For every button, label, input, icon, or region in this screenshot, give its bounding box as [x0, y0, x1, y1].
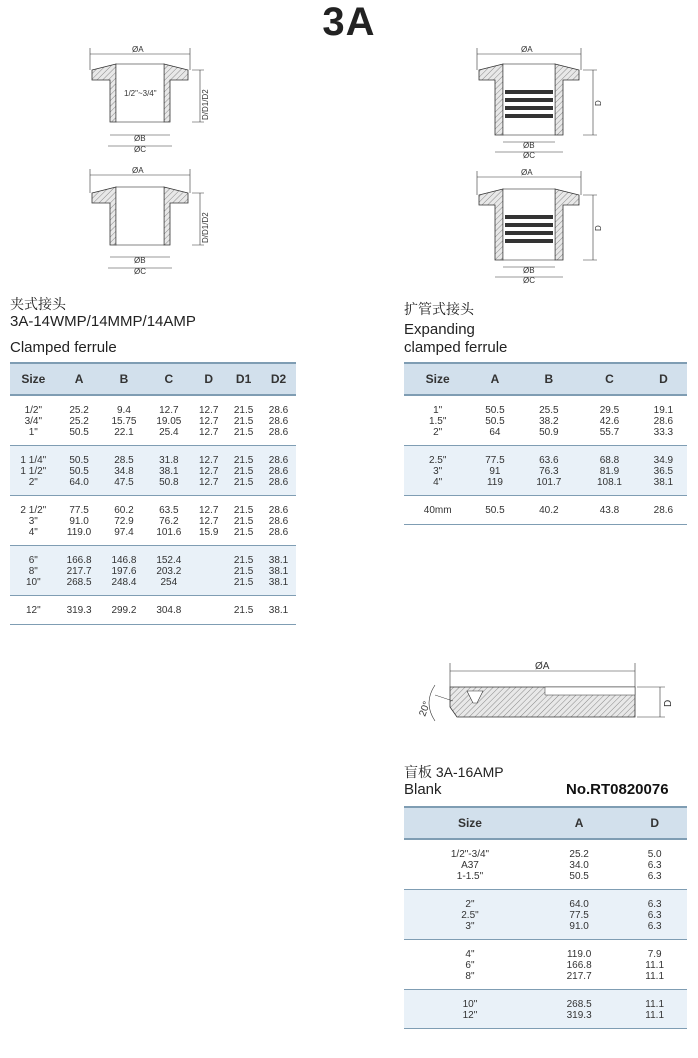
table-cell: 7.9: [647, 949, 662, 960]
table-row: [10, 477, 296, 496]
table-cell: 31.8: [159, 455, 179, 466]
table-cell: 81.9: [599, 466, 620, 477]
table-cell: 108.1: [579, 477, 640, 496]
table-cell: 50.8: [146, 477, 191, 496]
table-cell: 10": [10, 577, 57, 596]
column-header: D1: [226, 363, 261, 395]
column-header: A: [536, 807, 622, 839]
table-cell: 72.9: [114, 516, 134, 527]
dim-label-b: ØB: [134, 256, 146, 265]
row-group: [10, 446, 296, 496]
table-cell: 33.3: [640, 427, 687, 446]
dim-label-a: ØA: [132, 166, 144, 175]
table-cell: 21.5: [226, 527, 261, 546]
table-cell: 1/2"-3/4": [450, 849, 490, 860]
clamped-ferrule-table: [10, 362, 296, 625]
row-group: [404, 990, 687, 1029]
table-cell: 4": [10, 527, 57, 546]
table-cell: 2": [10, 477, 57, 496]
table-cell: 97.4: [102, 527, 147, 546]
table-cell: 38.2: [539, 416, 559, 427]
table-cell: 197.6: [111, 566, 137, 577]
row-group: [10, 496, 296, 546]
table-cell: 12.7: [159, 405, 179, 416]
table-cell: 28.6: [268, 416, 289, 427]
table-cell: 64: [471, 427, 518, 446]
dim-label-d-stack: D/D1/D2: [201, 89, 210, 120]
table-cell: 1 1/2": [20, 466, 47, 477]
table-cell: 6": [28, 555, 38, 566]
angle-label: 20°: [417, 700, 433, 719]
table-row: [10, 596, 296, 625]
table-cell: 119: [471, 477, 518, 496]
table-row: [10, 466, 296, 477]
table-cell: 38.1: [268, 555, 289, 566]
table-cell: 11.1: [622, 971, 687, 990]
table-cell: 254: [146, 577, 191, 596]
clamped-model: 3A-14WMP/14MMP/14AMP: [10, 313, 196, 330]
dim-label-d: D: [594, 225, 603, 231]
dim-label-c: ØC: [134, 145, 146, 154]
table-cell: 29.5: [599, 405, 620, 416]
row-group: [10, 546, 296, 596]
table-cell: 119.0: [566, 949, 592, 960]
table-cell: 101.6: [146, 527, 191, 546]
table-cell: 28.6: [268, 516, 289, 527]
table-row: [404, 477, 687, 496]
expanding-title-cn: 扩管式接头: [404, 301, 474, 317]
table-cell: 9.4: [117, 405, 131, 416]
table-row: [404, 416, 687, 427]
table-cell: 50.5: [485, 416, 505, 427]
table-row: [404, 860, 687, 871]
table-row: [10, 446, 296, 467]
table-cell: 40.2: [519, 496, 580, 525]
table-cell: 8": [28, 566, 38, 577]
table-cell: 299.2: [102, 596, 147, 625]
table-cell: 25.5: [539, 405, 559, 416]
table-cell: 38.1: [159, 466, 179, 477]
table-cell: 12.7: [198, 505, 219, 516]
row-group: [10, 395, 296, 446]
table-cell: 166.8: [566, 960, 592, 971]
table-row: [404, 871, 687, 890]
table-cell: 5.0: [647, 849, 662, 860]
table-cell: 2.5": [428, 455, 447, 466]
table-cell: 28.6: [268, 466, 289, 477]
table-cell: 11.1: [645, 960, 665, 971]
table-cell: 21.5: [233, 516, 254, 527]
table-cell: 22.1: [102, 427, 147, 446]
table-cell: 12.7: [198, 405, 219, 416]
table-cell: 60.2: [114, 505, 134, 516]
table-cell: 50.5: [69, 466, 89, 477]
table-cell: 6.3: [622, 871, 687, 890]
table-cell: 4": [465, 949, 475, 960]
table-cell: 28.6: [261, 427, 296, 446]
table-cell: 21.5: [233, 505, 254, 516]
expanding-ferrule-table: [404, 362, 687, 525]
table-cell: 217.7: [66, 566, 92, 577]
blank-title-en: Blank: [404, 781, 442, 798]
blank-drawing: [395, 655, 685, 735]
table-row: [10, 416, 296, 427]
table-cell: 38.1: [261, 577, 296, 596]
table-cell: 50.5: [471, 496, 518, 525]
column-header: C: [146, 363, 191, 395]
table-cell: 166.8: [66, 555, 92, 566]
table-cell: 21.5: [233, 466, 254, 477]
clamped-title-en: Clamped ferrule: [10, 339, 117, 356]
table-cell: 50.5: [69, 455, 89, 466]
row-group: [404, 839, 687, 890]
table-cell: 25.2: [569, 849, 589, 860]
dim-label-c: ØC: [523, 151, 535, 160]
column-header: Size: [10, 363, 57, 395]
table-cell: 21.5: [233, 566, 254, 577]
table-row: [404, 960, 687, 971]
table-cell: 12": [10, 596, 57, 625]
table-cell: 6.3: [647, 910, 662, 921]
table-cell: 2": [404, 427, 471, 446]
table-cell: 8": [404, 971, 536, 990]
table-cell: 21.5: [233, 455, 254, 466]
table-cell: 12.7: [198, 455, 219, 466]
clamped-ferrule-drawing-bottom: [80, 165, 220, 280]
table-cell: 12.7: [191, 477, 226, 496]
column-header: D: [622, 807, 687, 839]
column-header: D: [191, 363, 226, 395]
table-row: [10, 527, 296, 546]
table-cell: 38.1: [261, 596, 296, 625]
table-cell: 38.1: [640, 477, 687, 496]
size-label: 1/2"~3/4": [124, 89, 157, 98]
column-header: Size: [404, 363, 471, 395]
column-header: A: [471, 363, 518, 395]
column-header: A: [57, 363, 102, 395]
table-cell: 319.3: [57, 596, 102, 625]
table-cell: [191, 596, 226, 625]
table-cell: [191, 546, 226, 567]
table-cell: 63.5: [159, 505, 179, 516]
table-cell: 34.0: [569, 860, 589, 871]
table-cell: A37: [461, 860, 479, 871]
table-cell: 50.5: [485, 405, 505, 416]
dim-label-d: D: [594, 100, 603, 106]
table-cell: 12.7: [198, 416, 219, 427]
table-cell: 12.7: [198, 466, 219, 477]
table-row: [404, 940, 687, 961]
table-cell: 50.5: [57, 427, 102, 446]
table-cell: 76.2: [159, 516, 179, 527]
table-cell: 3": [404, 921, 536, 940]
table-cell: 268.5: [57, 577, 102, 596]
table-cell: 1.5": [428, 416, 447, 427]
table-cell: 217.7: [536, 971, 622, 990]
table-row: [404, 910, 687, 921]
table-row: [404, 466, 687, 477]
table-cell: 11.1: [622, 1010, 687, 1029]
table-cell: 203.2: [156, 566, 182, 577]
table-cell: 91.0: [69, 516, 89, 527]
table-row: [404, 890, 687, 911]
table-cell: 21.5: [226, 596, 261, 625]
table-cell: 3": [28, 516, 38, 527]
table-cell: 55.7: [579, 427, 640, 446]
table-cell: 3": [433, 466, 443, 477]
table-cell: 91: [489, 466, 501, 477]
table-cell: 12.7: [198, 516, 219, 527]
table-cell: 304.8: [146, 596, 191, 625]
row-group: [404, 890, 687, 940]
dim-label-b: ØB: [523, 266, 535, 275]
table-row: [10, 427, 296, 446]
table-cell: 42.6: [599, 416, 620, 427]
dim-label-a: ØA: [521, 45, 533, 54]
table-cell: 28.6: [261, 527, 296, 546]
table-cell: 21.5: [233, 416, 254, 427]
table-cell: 36.5: [653, 466, 674, 477]
dim-label-c: ØC: [523, 276, 535, 285]
table-row: [10, 566, 296, 577]
table-cell: 68.8: [599, 455, 620, 466]
table-cell: 6.3: [647, 899, 662, 910]
table-row: [10, 577, 296, 596]
row-group: [404, 395, 687, 446]
table-cell: 64.0: [569, 899, 589, 910]
table-row: [404, 971, 687, 990]
table-row: [10, 395, 296, 416]
table-cell: 47.5: [102, 477, 147, 496]
table-cell: 28.6: [268, 455, 289, 466]
table-cell: 50.5: [536, 871, 622, 890]
clamped-ferrule-drawing-top: [80, 40, 220, 160]
table-cell: 6.3: [622, 921, 687, 940]
table-cell: 34.8: [114, 466, 134, 477]
row-group: [404, 496, 687, 525]
table-cell: 50.9: [519, 427, 580, 446]
table-cell: 6.3: [647, 860, 662, 871]
table-cell: 25.4: [146, 427, 191, 446]
table-cell: 21.5: [233, 405, 254, 416]
table-cell: 21.5: [233, 555, 254, 566]
table-cell: 25.2: [69, 416, 89, 427]
table-row: [10, 516, 296, 527]
table-cell: 1": [433, 405, 443, 416]
table-cell: 12": [404, 1010, 536, 1029]
column-header: D: [640, 363, 687, 395]
row-group: [10, 596, 296, 625]
table-cell: 28.6: [268, 505, 289, 516]
table-cell: 6": [465, 960, 475, 971]
column-header: C: [579, 363, 640, 395]
table-cell: 4": [404, 477, 471, 496]
table-row: [404, 496, 687, 525]
table-cell: 3/4": [24, 416, 43, 427]
table-row: [404, 921, 687, 940]
dim-label-b: ØB: [523, 141, 535, 150]
table-cell: 11.1: [645, 999, 665, 1010]
expanding-title-en-1: Expanding: [404, 321, 475, 338]
table-cell: 2 1/2": [20, 505, 47, 516]
table-cell: 248.4: [102, 577, 147, 596]
dim-label-d: D: [663, 699, 674, 707]
dim-label-a: ØA: [521, 168, 533, 177]
table-cell: 268.5: [566, 999, 592, 1010]
table-cell: 1": [10, 427, 57, 446]
table-cell: 21.5: [226, 427, 261, 446]
table-cell: 10": [462, 999, 478, 1010]
table-row: [404, 1010, 687, 1029]
dim-label-d-stack: D/D1/D2: [201, 212, 210, 243]
table-cell: 2.5": [461, 910, 479, 921]
table-cell: 21.5: [226, 477, 261, 496]
table-cell: [191, 577, 226, 596]
table-cell: 64.0: [57, 477, 102, 496]
table-cell: 28.6: [640, 496, 687, 525]
column-header: D2: [261, 363, 296, 395]
table-cell: 77.5: [69, 505, 89, 516]
table-cell: 1-1.5": [404, 871, 536, 890]
table-cell: 76.3: [539, 466, 559, 477]
table-cell: 19.05: [156, 416, 182, 427]
table-cell: 28.5: [114, 455, 134, 466]
table-cell: 15.75: [111, 416, 137, 427]
expanding-ferrule-drawing-top: [465, 40, 615, 165]
blank-title-cn: 盲板 3A-16AMP: [404, 764, 504, 780]
table-cell: 77.5: [485, 455, 505, 466]
page-title: 3A: [322, 0, 376, 44]
product-code: No.RT0820076: [566, 781, 669, 798]
table-cell: 40mm: [404, 496, 471, 525]
dim-label-a: ØA: [535, 661, 550, 672]
table-cell: 28.6: [653, 416, 674, 427]
table-cell: 38.1: [268, 566, 289, 577]
table-cell: 146.8: [111, 555, 137, 566]
table-cell: 15.9: [191, 527, 226, 546]
clamped-title-cn: 夹式接头: [10, 296, 66, 312]
expanding-ferrule-drawing-bottom: [465, 165, 615, 290]
table-cell: 319.3: [536, 1010, 622, 1029]
table-row: [404, 395, 687, 416]
table-cell: 25.2: [69, 405, 89, 416]
table-cell: 2": [465, 899, 475, 910]
column-header: B: [102, 363, 147, 395]
table-cell: 12.7: [191, 427, 226, 446]
table-cell: 77.5: [569, 910, 589, 921]
row-group: [404, 940, 687, 990]
table-cell: 63.6: [539, 455, 559, 466]
column-header: Size: [404, 807, 536, 839]
table-row: [404, 990, 687, 1011]
table-cell: 1/2": [24, 405, 43, 416]
table-cell: 101.7: [519, 477, 580, 496]
dim-label-c: ØC: [134, 267, 146, 276]
table-row: [404, 446, 687, 467]
row-group: [404, 446, 687, 496]
table-row: [404, 839, 687, 860]
table-cell: 119.0: [57, 527, 102, 546]
table-cell: 28.6: [268, 405, 289, 416]
table-cell: 21.5: [226, 577, 261, 596]
dim-label-a: ØA: [132, 45, 144, 54]
column-header: B: [519, 363, 580, 395]
table-cell: [191, 566, 226, 577]
table-cell: 19.1: [653, 405, 674, 416]
table-cell: 1 1/4": [20, 455, 47, 466]
table-cell: 152.4: [156, 555, 182, 566]
table-row: [404, 427, 687, 446]
table-cell: 34.9: [653, 455, 674, 466]
dim-label-b: ØB: [134, 134, 146, 143]
table-cell: 43.8: [579, 496, 640, 525]
table-row: [10, 496, 296, 517]
expanding-title-en-2: clamped ferrule: [404, 339, 508, 356]
blank-table: [404, 806, 687, 1029]
table-cell: 91.0: [536, 921, 622, 940]
table-row: [10, 546, 296, 567]
table-cell: 28.6: [261, 477, 296, 496]
